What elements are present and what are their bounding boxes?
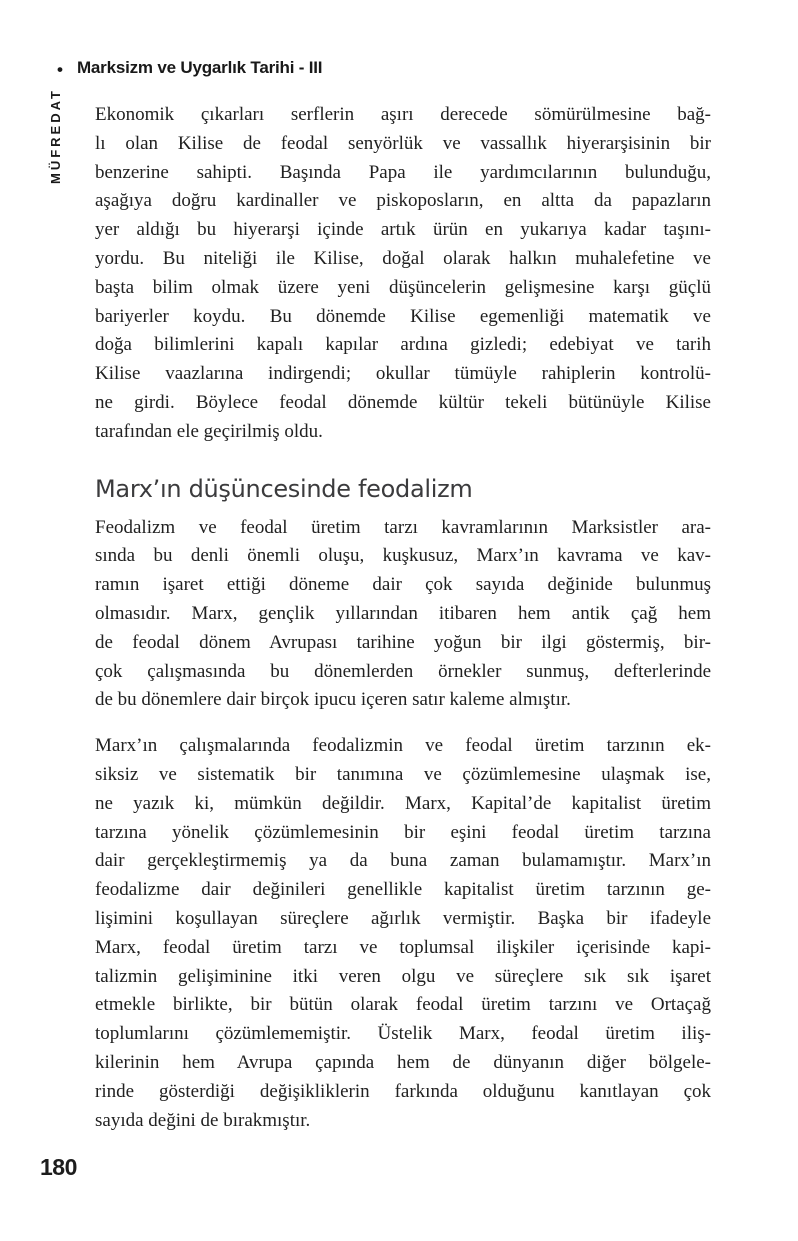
text-line: sında bu denli önemli oluşu, kuşkusuz, Marx’ın kavrama ve kav- [95, 545, 711, 567]
text-line: Marx’ın çalışmalarında feodalizmin ve feodal üretim tarzının ek- [95, 735, 711, 757]
running-head [57, 58, 322, 78]
text-line: tarafından ele geçirilmiş oldu. [95, 420, 323, 442]
text-line: yordu. Bu niteliği ile Kilise, doğal olarak halkın muhalefetine ve [95, 247, 711, 269]
margin-label-mufredat: MÜFREDAT [48, 88, 63, 184]
section-heading: Marx’ın düşüncesinde feodalizm [95, 474, 473, 503]
paragraph-gap [95, 715, 711, 732]
text-line: kilerinin hem Avrupa çapında hem de dünyanın diğer bölgele- [95, 1051, 711, 1073]
text-line: talizmin gelişiminine itki veren olgu ve süreçlere sık sık işaret [95, 965, 711, 987]
text-line: aşağıya doğru kardinaller ve piskoposların, en altta da papazların [95, 190, 711, 212]
text-line: başta bilim olmak üzere yeni düşüncelerin gelişmesine karşı güçlü [95, 276, 711, 298]
text-line: benzerine sahipti. Başında Papa ile yardımcılarının bulunduğu, [95, 161, 711, 183]
text-line: ne girdi. Böylece feodal dönemde kültür tekeli bütünüyle Kilise [95, 391, 711, 413]
text-line: çok çalışmasında bu dönemlerden örnekler sunmuş, defterlerinde [95, 660, 711, 682]
text-line: yer aldığı bu hiyerarşi içinde artık ürün en yukarıya kadar taşını- [95, 219, 711, 241]
text-line: tarzına yönelik çözümlemesinin bir eşini feodal üretim tarzına [95, 821, 711, 843]
text-line: olmasıdır. Marx, gençlik yıllarından itibaren hem antik çağ hem [95, 602, 711, 624]
bullet-icon: • [57, 59, 63, 79]
text-line: feodalizme dair değinileri genellikle kapitalist üretim tarzının ge- [95, 879, 711, 901]
text-line: siksiz ve sistematik bir tanımına ve çözümlemesine ulaşmak ise, [95, 763, 711, 785]
text-line: lişimini koşullayan süreçlere ağırlık vermiştir. Başka bir ifadeyle [95, 907, 711, 929]
text-line: ne yazık ki, mümkün değildir. Marx, Kapital’de kapitalist üretim [95, 792, 711, 814]
text-line: bariyerler koydu. Bu dönemde Kilise egemenliği matematik ve [95, 305, 711, 327]
text-line: Feodalizm ve feodal üretim tarzı kavramlarının Marksistler ara- [95, 516, 711, 538]
text-line: dair gerçekleştirmemiş ya da buna zaman bulamamıştır. Marx’ın [95, 850, 711, 872]
page-number: 180 [40, 1154, 77, 1180]
text-line: Marx, feodal üretim tarzı ve toplumsal ilişkiler içerisinde kapi- [95, 936, 711, 958]
text-line: etmekle birlikte, bir bütün olarak feodal üretim tarzını ve Ortaçağ [95, 994, 711, 1016]
paragraph-2 [95, 514, 711, 716]
paragraph-1 [95, 101, 711, 447]
text-line: doğa bilimlerini kapalı kapılar ardına gizledi; edebiyat ve tarih [95, 334, 711, 356]
text-line: lı olan Kilise de feodal senyörlük ve vassallık hiyerarşisinin bir [95, 132, 711, 154]
text-line: sayıda değini de bırakmıştır. [95, 1109, 311, 1131]
text-line: Kilise vaazlarına indirgendi; okullar tümüyle rahiplerin kontrolü- [95, 363, 711, 385]
text-line: toplumlarını çözümlememiştir. Üstelik Marx, feodal üretim iliş- [95, 1023, 711, 1045]
text-column [95, 101, 711, 1135]
text-line: de bu dönemlere dair birçok ipucu içeren satır kaleme almıştır. [95, 689, 571, 711]
paragraph-3 [95, 732, 711, 1135]
text-line: rinde gösterdiği değişikliklerin farkında olduğunu kanıtlayan çok [95, 1080, 711, 1102]
text-line: ramın işaret ettiği döneme dair çok sayıda değinide bulunmuş [95, 574, 711, 596]
text-line: Ekonomik çıkarları serflerin aşırı derecede sömürülmesine bağ- [95, 104, 711, 125]
text-line: de feodal dönem Avrupası tarihine yoğun bir ilgi göstermiş, bir- [95, 631, 711, 653]
running-head-title: Marksizm ve Uygarlık Tarihi - III [76, 58, 323, 77]
